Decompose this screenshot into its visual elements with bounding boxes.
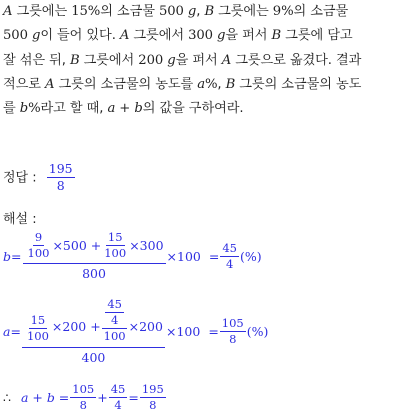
problem-text-segment: 이 들어 있다. <box>40 28 120 44</box>
problem-text-segment: g <box>167 52 176 68</box>
problem-text-segment: 의 값을 구하여라. <box>142 101 244 117</box>
problem-text-segment: 의 소금물 <box>293 4 349 19</box>
a-equation <box>3 298 268 365</box>
sum-plus: + <box>97 390 108 406</box>
b-equals-2: = <box>208 248 220 264</box>
problem-text-segment: 500 <box>158 4 184 19</box>
sum-f3-den: 8 <box>149 398 157 413</box>
problem-text-segment: A <box>119 28 130 44</box>
problem-text-segment: b <box>19 101 29 117</box>
problem-text-segment: B <box>69 52 80 68</box>
b-times: ×100 <box>166 248 201 264</box>
b-frac-9-100 <box>26 231 52 260</box>
a-res-num: 105 <box>220 317 246 332</box>
a-frac-nested <box>102 298 128 344</box>
problem-text-segment: A <box>221 52 232 68</box>
problem-text-segment: % <box>204 76 218 92</box>
b-mul1: ×500 + <box>52 237 102 253</box>
problem-text-segment: 적으로 <box>3 76 46 92</box>
problem-text-segment: a <box>107 101 116 117</box>
problem-line <box>3 24 399 48</box>
sum-f1-num: 105 <box>70 383 96 398</box>
problem-text-segment: 을 퍼서 <box>225 28 272 44</box>
a-nest-bot: 4 <box>110 313 119 328</box>
b-mul2: ×300 <box>129 237 164 253</box>
problem-text-segment: b <box>134 101 143 117</box>
problem-text-segment: 그릇으로 옮겼다. 결과 <box>231 52 362 68</box>
answer-fraction <box>47 162 75 194</box>
a-nest-top: 45 <box>105 298 124 313</box>
problem-line <box>3 0 399 24</box>
a-nested-numerator <box>102 298 127 329</box>
sum-equation <box>3 383 167 412</box>
explanation-label: 해설 : <box>3 212 37 227</box>
a-res-den: 8 <box>229 332 237 347</box>
a-big-numerator <box>22 298 165 348</box>
b-f2-num: 15 <box>106 231 125 246</box>
a-frac-45-4 <box>105 298 124 327</box>
a-equals-2: = <box>208 324 219 340</box>
problem-text-segment: A <box>3 4 13 19</box>
problem-text-segment: + <box>115 101 135 117</box>
problem-text-segment: 9% <box>272 4 294 19</box>
sum-f2-den: 4 <box>114 398 122 413</box>
problem-text-segment: 300 <box>188 28 213 44</box>
problem-statement <box>3 0 399 121</box>
a-big-denominator: 400 <box>81 349 106 365</box>
a-unit: (%) <box>246 324 269 340</box>
a-mul1: ×200 + <box>51 319 101 335</box>
sum-lhs: a + b = <box>20 390 70 406</box>
b-big-fraction <box>23 231 166 282</box>
b-result-fraction <box>220 242 239 271</box>
problem-text-segment: 그릇에서 <box>129 28 189 44</box>
sum-frac-105-8 <box>70 383 96 412</box>
a-variable: a <box>3 324 11 340</box>
b-equation <box>3 231 262 282</box>
a-f1-num: 15 <box>29 314 48 329</box>
answer-denominator: 8 <box>56 178 65 194</box>
answer-numerator: 195 <box>47 162 75 178</box>
b-equals: = <box>11 248 22 264</box>
b-res-den: 4 <box>226 256 234 271</box>
sum-equals: = <box>128 390 139 406</box>
problem-text-segment: g <box>31 28 41 44</box>
problem-text-segment: 를 <box>3 101 20 117</box>
problem-text-segment: g <box>217 28 226 44</box>
a-frac-15-100 <box>25 314 51 343</box>
sum-frac-195-8 <box>140 383 166 412</box>
b-variable: b <box>3 248 12 264</box>
problem-text-segment: 을 퍼서 <box>175 52 222 68</box>
problem-text-segment: 그릇의 소금물의 농도를 <box>54 76 198 92</box>
problem-text-segment: 500 <box>3 28 28 44</box>
problem-text-segment: A <box>45 76 55 92</box>
answer-label: 정답 : <box>3 170 37 186</box>
problem-text-segment: a <box>197 76 205 92</box>
a-big-fraction <box>22 298 165 365</box>
problem-text-segment: 200 <box>138 52 164 68</box>
a-mul2: ×200 <box>128 319 163 335</box>
problem-text-segment: 그릇에서 <box>79 52 139 68</box>
a-equals: = <box>10 324 21 340</box>
a-result-fraction <box>220 317 246 346</box>
b-unit: (%) <box>240 248 262 264</box>
b-f2-den: 100 <box>104 246 127 261</box>
therefore-symbol: ∴ <box>3 390 11 406</box>
b-res-num: 45 <box>220 242 239 257</box>
answer-row <box>3 162 76 194</box>
problem-text-segment: 라고 할 때, <box>40 101 108 117</box>
sum-f2-num: 45 <box>109 383 128 398</box>
problem-text-segment: B <box>225 76 236 92</box>
problem-text-segment: 그릇의 소금물의 농도 <box>235 76 362 92</box>
problem-text-segment: 15% <box>71 4 101 19</box>
problem-text-segment: B <box>271 28 282 44</box>
b-big-denominator: 800 <box>82 266 106 282</box>
problem-line <box>3 73 399 97</box>
problem-text-segment: % <box>28 101 41 117</box>
a-times: ×100 <box>165 324 201 340</box>
b-frac-15-100 <box>102 231 128 260</box>
problem-text-segment: g <box>187 4 197 19</box>
problem-text-segment: 그릇에는 <box>214 4 273 19</box>
problem-text-segment: 잘 섞은 뒤, <box>3 52 70 68</box>
problem-line <box>3 97 399 121</box>
problem-text-segment: 의 소금물 <box>100 4 159 19</box>
b-big-numerator <box>23 231 166 264</box>
a-f1-den: 100 <box>26 329 49 344</box>
sum-f1-den: 8 <box>79 398 87 413</box>
problem-text-segment: 그릇에 담고 <box>281 28 353 44</box>
b-f1-den: 100 <box>27 246 50 261</box>
b-f1-num: 9 <box>33 231 44 246</box>
sum-frac-45-4 <box>109 383 128 412</box>
problem-text-segment: , <box>217 76 226 92</box>
problem-text-segment: B <box>204 4 215 19</box>
problem-text-segment: 그릇에는 <box>12 4 72 19</box>
a-f2-den: 100 <box>103 329 126 344</box>
problem-line <box>3 49 399 73</box>
problem-text-segment: , <box>196 4 205 19</box>
sum-f3-num: 195 <box>140 383 166 398</box>
